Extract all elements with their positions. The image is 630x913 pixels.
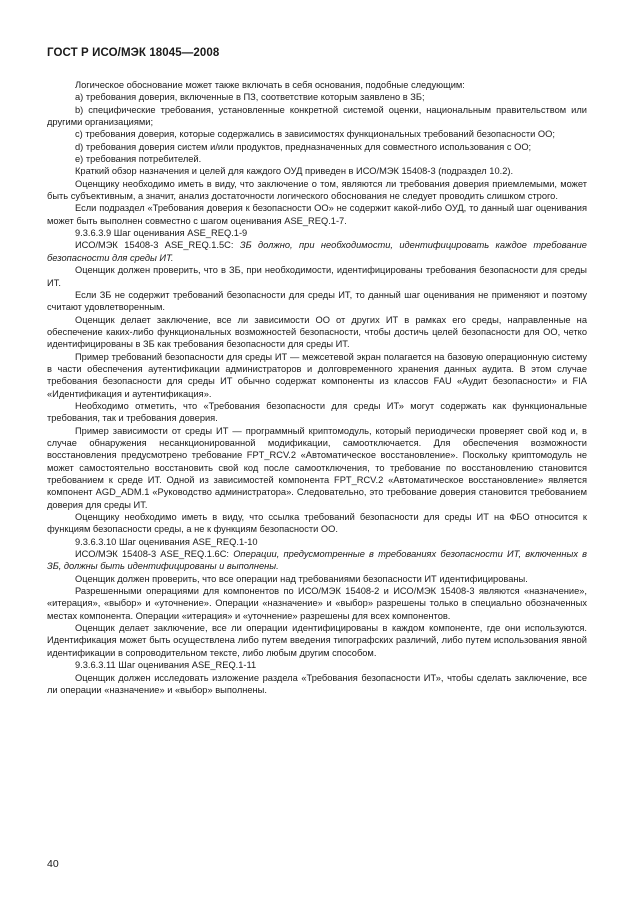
body-paragraph: a) требования доверия, включенные в ПЗ, соответствие которым заявлено в ЗБ; — [75, 92, 425, 103]
body-paragraph: Необходимо отметить, что «Требования безопасности для среды ИТ» могут содержать как функциональные требования, так и требования доверия. — [47, 400, 587, 424]
document-body — [47, 79, 587, 696]
body-paragraph: Логическое обоснование может также включать в себя основания, подобные следующим: — [75, 80, 465, 90]
body-paragraph: c) требования доверия, которые содержались в зависимостях функциональных требований безопасности ОО; — [75, 129, 555, 140]
section-heading: 9.3.6.3.10 Шаг оценивания ASE_REQ.1-10 — [75, 536, 258, 547]
body-paragraph: Оценщик должен проверить, что в ЗБ, при необходимости, идентифицированы требования безопасности для среды ИТ. — [47, 265, 587, 288]
body-paragraph: d) требования доверия систем и/или продуктов, предназначенных для совместного использования с ОО; — [75, 141, 532, 152]
body-paragraph: Пример зависимости от среды ИТ — программный криптомодуль, который периодически проверяет свой код и, в случае обнаружения несанкционированной модификации, самоотключается. Для обеспечения возможности восстановления предусмотрено требование FPT_RCV.2 «Автоматическое восстановление». Поскольку криптомодуль не может самостоятельно восстановить свой код после самоотключения, то требование по восстановлению становится требованием к среде ИТ. Одной из зависимостей компонента FPT_RCV.2 «Автоматическое восстановление» является компонент AGD_ADM.1 «Руководство администратора». Следовательно, это требование доверия становится требованием доверия для среды ИТ. — [47, 425, 587, 510]
requirement-text: ЗБ должно, при необходимости, идентифицировать каждое требование безопасности для среды ИТ. — [47, 240, 587, 263]
body-paragraph: b) специфические требования, установленные конкретной системой оценки, национальным правительством или другими организациями; — [47, 104, 587, 128]
section-heading: 9.3.6.3.11 Шаг оценивания ASE_REQ.1-11 — [75, 660, 257, 671]
body-paragraph: Оценщику необходимо иметь в виду, что заключение о том, являются ли требования доверия приемлемыми, может быть субъективным, а значит, анализ достаточности логического обоснования не следует проводить слишком строго. — [47, 178, 587, 202]
body-paragraph: Оценщик делает заключение, все ли операции идентифицированы в каждом компоненте, где они используются. Идентификация может быть осуществлена либо путем введения типографских различий, либо путем использования явной идентификации в сопроводительном тексте, либо любым другим способом. — [47, 623, 587, 658]
requirement-text: Операции, предусмотренные в требованиях безопасности ИТ, включенных в ЗБ, должны быть идентифицированы и выполнены. — [47, 549, 587, 572]
section-heading: 9.3.6.3.9 Шаг оценивания ASE_REQ.1-9 — [75, 228, 248, 239]
body-paragraph: Оценщик делает заключение, все ли зависимости ОО от других ИТ в рамках его среды, направленные на обеспечение каких-либо функциональных возможностей безопасности, чтобы достичь целей безопасности для ОО, четко идентифицированы в ЗБ как требования безопасности для среды ИТ. — [47, 314, 587, 350]
body-paragraph: Оценщик должен проверить, что все операции над требованиями безопасности ИТ идентифицированы. — [75, 573, 528, 584]
requirement-paragraph — [47, 548, 587, 573]
page-number: 40 — [47, 858, 59, 870]
requirement-ref: ИСО/МЭК 15408-3 ASE_REQ.1.6C: — [75, 549, 234, 560]
body-paragraph: Оценщику необходимо иметь в виду, что ссылка требований безопасности для среды ИТ на ФБО относится к функциям безопасности среды, а не к функциям безопасности ОО. — [47, 512, 587, 535]
body-paragraph: Разрешенными операциями для компонентов по ИСО/МЭК 15408-2 и ИСО/МЭК 15408-3 являются «назначение», «итерация», «выбор» и «уточнение». Операции «назначение» и «выбор» разрешены только в специально обозначенных местах компонента. Операции «итерация» и «уточнение» разрешены для всех компонентов. — [47, 586, 587, 621]
document-header: ГОСТ Р ИСО/МЭК 18045—2008 — [47, 47, 220, 59]
body-paragraph: Если подраздел «Требования доверия к безопасности ОО» не содержит какой-либо ОУД, то данный шаг оценивания может быть выполнен совместно с шагом оценивания ASE_REQ.1-7. — [47, 203, 587, 226]
body-paragraph: e) требования потребителей. — [75, 154, 202, 165]
body-paragraph: Пример требований безопасности для среды ИТ — межсетевой экран полагается на базовую операционную систему в части обеспечения аутентификации администраторов и долговременного хранения данных аудита. В этом случае требования безопасности для среды ИТ обычно содержат компоненты из классов FAU «Аудит безопасности» и FIA «Идентификация и аутентификация». — [47, 351, 587, 399]
body-paragraph: Краткий обзор назначения и целей для каждого ОУД приведен в ИСО/МЭК 15408-3 (подраздел 10.2). — [75, 166, 514, 177]
body-paragraph: Если ЗБ не содержит требований безопасности для среды ИТ, то данный шаг оценивания не применяют и поэтому считают удовлетворенным. — [47, 289, 587, 313]
requirement-paragraph — [47, 239, 587, 264]
body-paragraph: Оценщик должен исследовать изложение раздела «Требования безопасности ИТ», чтобы сделать заключение, все ли операции «назначение» и «выбор» выполнены. — [47, 672, 587, 695]
requirement-ref: ИСО/МЭК 15408-3 ASE_REQ.1.5C: — [75, 240, 240, 251]
